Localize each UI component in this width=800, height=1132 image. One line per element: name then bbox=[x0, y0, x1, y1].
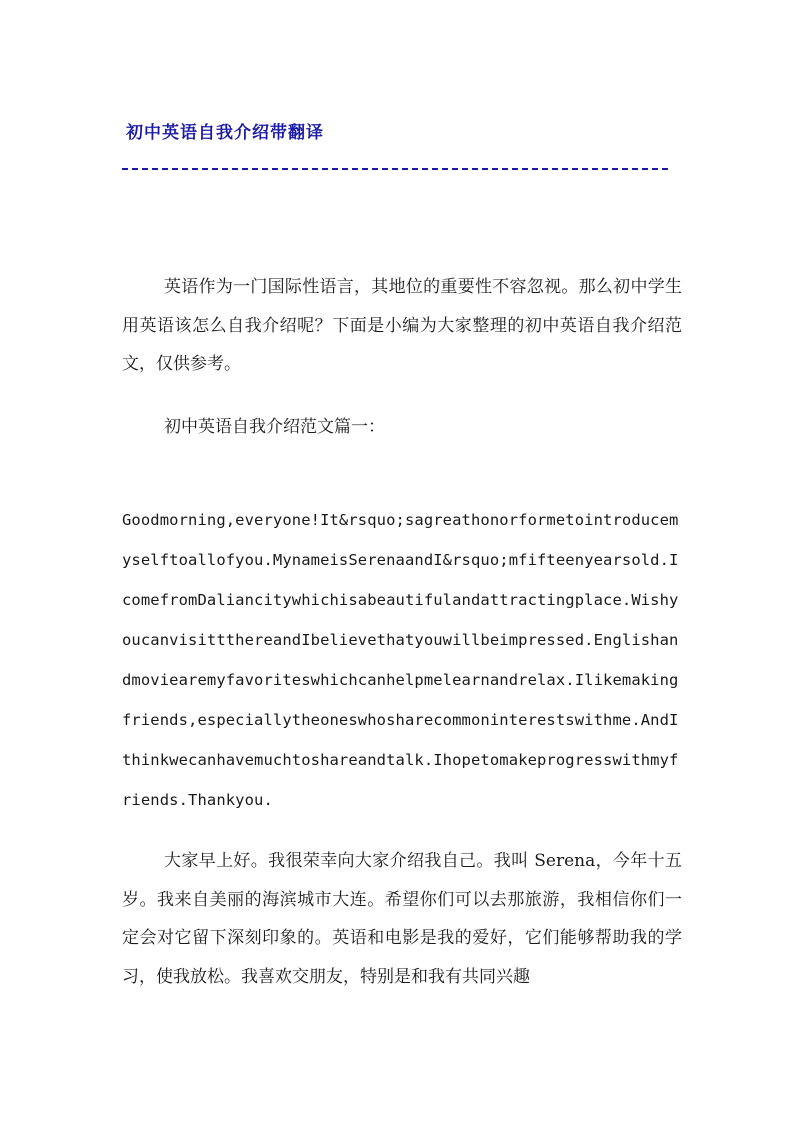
title-divider bbox=[122, 168, 668, 170]
document-title: 初中英语自我介绍带翻译 bbox=[126, 123, 324, 143]
english-sample-paragraph: Goodmorning,everyone!It&rsquo;sagreathonorformetointroducemyselftoallofyou.MynameisSerenaandI&rsquo;mfifteenyearsold.IcomefromDaliancitywhichisabeautifulandattractingplace.WishyoucanvisittthereandIbelievethatyouwillbeimpressed.Englishandmoviearemyfavoriteswhichcanhelpmelearnandrelax.Ilikemakingfriends,especiallytheoneswhosharecommoninterestswithme.AndIthinkwecanhavemuchtoshareandtalk.Ihopetomakeprogresswithmyfriends.Thankyou. bbox=[122, 511, 679, 809]
chinese-translation-paragraph: 大家早上好。我很荣幸向大家介绍我自己。我叫 Serena，今年十五岁。我来自美丽的海滨城市大连。希望你们可以去那旅游，我相信你们一定会对它留下深刻印象的。英语和电影是我的爱好，它们能够帮助我的学习，使我放松。我喜欢交朋友，特别是和我有共同兴趣 bbox=[122, 851, 682, 987]
intro-paragraph: 英语作为一门国际性语言，其地位的重要性不容忽视。那么初中学生用英语该怎么自我介绍呢？下面是小编为大家整理的初中英语自我介绍范文，仅供参考。 bbox=[122, 277, 682, 374]
sample-heading: 初中英语自我介绍范文篇一： bbox=[164, 417, 385, 437]
